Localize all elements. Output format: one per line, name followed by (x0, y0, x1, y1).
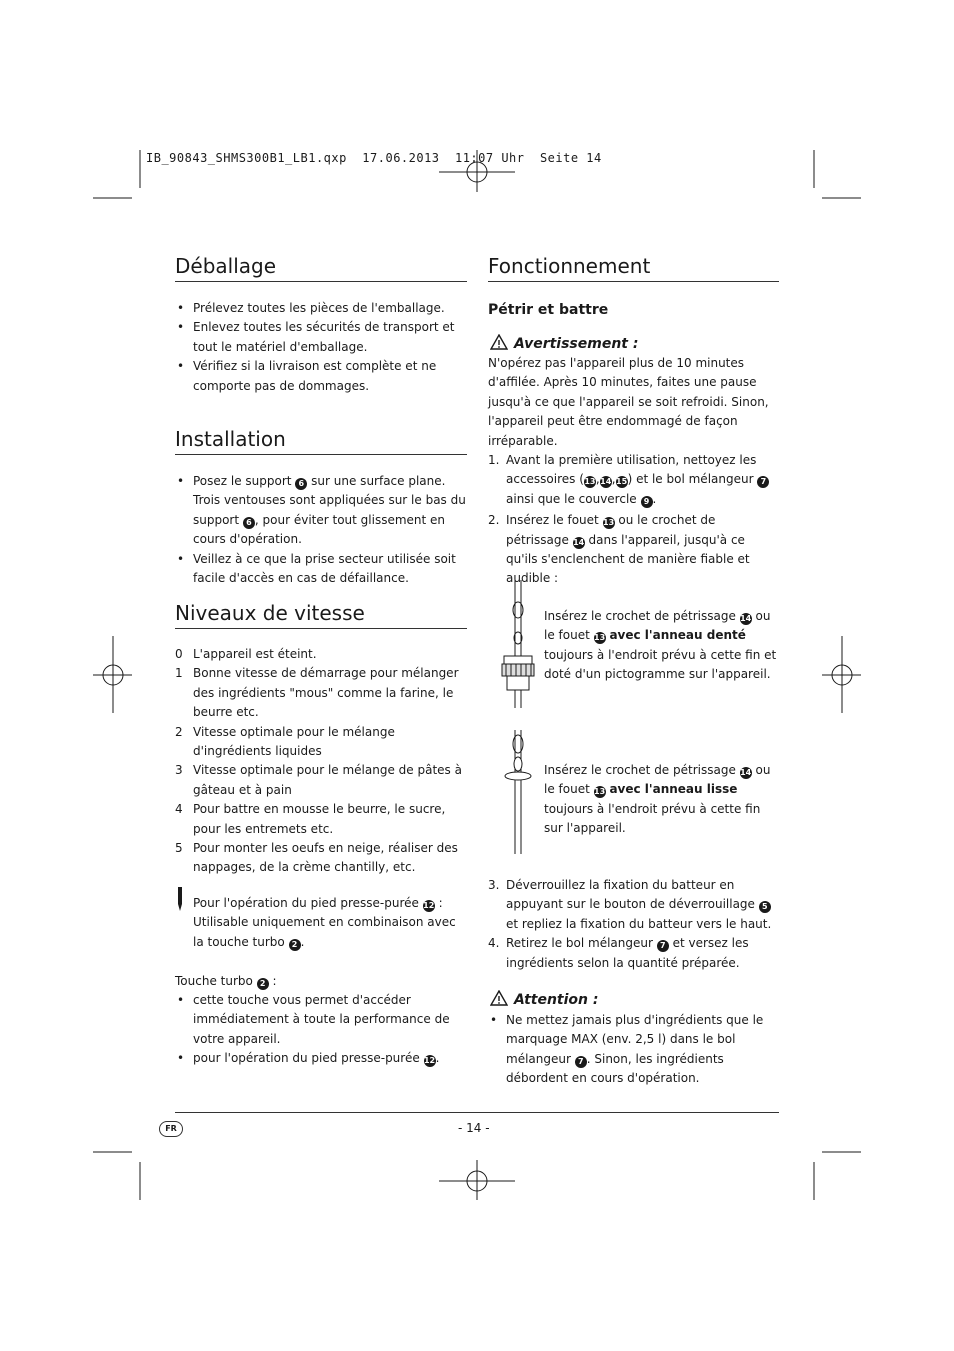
ref-number: 15 (616, 477, 628, 487)
ref-number: 5 (759, 901, 771, 913)
ref-number: 14 (600, 477, 612, 487)
section-title-fonctionnement: Fonctionnement (488, 254, 779, 282)
list-item: • cette touche vous permet d'accéder immédiatement à toute la performance de votre appareil. (175, 991, 467, 1049)
ref-number: 7 (575, 1056, 587, 1068)
ref-number: 13 (603, 518, 615, 528)
attention-heading: Attention : (490, 990, 598, 1008)
ref-number: 14 (740, 768, 752, 777)
warning-triangle-icon (490, 990, 508, 1006)
ref-number: 7 (657, 940, 669, 952)
speed-level: 2 Vitesse optimale pour le mélange d'ingrédients liquides (175, 724, 395, 759)
turbo-note: Pour l'opération du pied presse-purée 12 : Utilisable uniquement en combinaison avec la touche turbo 2 . (193, 896, 456, 949)
speed-level: 3 Vitesse optimale pour le mélange de pâtes à gâteau et à pain (175, 763, 462, 797)
list-item: • Prélevez toutes les pièces de l'emballage. (175, 299, 467, 318)
ref-number: 2 (289, 939, 301, 951)
ref-number: 7 (757, 476, 769, 488)
ref-number: 2 (257, 978, 269, 990)
ref-number: 12 (423, 901, 435, 910)
ref-number: 6 (243, 517, 255, 529)
list-item: • Veillez à ce que la prise secteur utilisée soit facile d'accès en cas de défaillance. (175, 550, 467, 589)
step-item: 4. Retirez le bol mélangeur 7 et versez les ingrédients selon la quantité préparée. (488, 936, 749, 970)
step-item: 3. Déverrouillez la fixation du batteur en appuyant sur le bouton de déverrouillage 5 et repliez la fixation du batteur vers le haut. (488, 878, 772, 931)
section-title-deballage: Déballage (175, 254, 467, 282)
attention-list (488, 1011, 779, 1089)
language-badge: FR (159, 1121, 183, 1137)
step-item: 2. Insérez le fouet 13 ou le crochet de pétrissage 14 dans l'appareil, jusqu'à ce qu'ils s'enclenchent de manière fiable et audible : (488, 513, 750, 586)
warning-triangle-icon (490, 334, 508, 350)
smooth-ring-tool-illustration (502, 730, 534, 854)
deballage-list (175, 299, 467, 396)
speed-level: 1 Bonne vitesse de démarrage pour mélanger des ingrédients "mous" comme la farine, le beurre etc. (175, 666, 459, 720)
ref-number: 9 (641, 496, 653, 508)
warning-text: N'opérez pas l'appareil plus de 10 minutes d'affilée. Après 10 minutes, faites une pause jusqu'à ce que l'appareil se soit refroidi. Sinon, l'appareil peut être endommagé de façon irréparable. (488, 356, 769, 448)
list-item: • pour l'opération du pied presse-purée 12. (175, 1049, 467, 1068)
figure-1-caption: Insérez le crochet de pétrissage 14 ou le fouet 13 avec l'anneau denté toujours à l'endroit prévu à cette fin et doté d'un pictogramme sur l'appareil. (544, 609, 777, 682)
ref-number: 13 (594, 633, 606, 643)
ref-number: 14 (573, 537, 585, 547)
warning-heading: Avertissement : (490, 334, 638, 352)
speed-level: 4 Pour battre en mousse le beurre, le sucre, pour les entremets etc. (175, 802, 446, 836)
subsection-title: Pétrir et battre (488, 302, 609, 318)
ref-number: 14 (740, 614, 752, 623)
list-item: • Enlevez toutes les sécurités de transport et tout le matériel d'emballage. (175, 318, 467, 357)
ref-number: 12 (423, 1056, 436, 1066)
steps-1-2 (488, 451, 779, 589)
page-number: - 14 - (458, 1121, 490, 1135)
ref-number: 13 (594, 787, 606, 797)
list-item: • Ne mettez jamais plus d'ingrédients que le marquage MAX (env. 2,5 l) dans le bol mélangeur 7 . Sinon, les ingrédients débordent en cours d'opération. (488, 1011, 779, 1089)
note-pencil-icon (175, 887, 185, 911)
speed-level: 5 Pour monter les oeufs en neige, réaliser des nappages, de la crème chantilly, etc. (175, 841, 458, 875)
list-item: • Vérifiez si la livraison est complète et ne comporte pas de dommages. (175, 357, 467, 396)
toothed-ring-tool-illustration (498, 580, 538, 708)
figure-2-caption: Insérez le crochet de pétrissage 14 ou le fouet 13 avec l'anneau lisse toujours à l'endroit prévu à cette fin sur l'appareil. (544, 763, 771, 836)
list-item: • Posez le support 6 sur une surface plane. Trois ventouses sont appliquées sur le bas du support 6 , pour éviter tout glissement en cours d'opération. (175, 472, 467, 550)
footer-rule (175, 1112, 779, 1113)
section-title-vitesse: Niveaux de vitesse (175, 601, 467, 629)
turbo-list (175, 991, 467, 1069)
print-header: IB_90843_SHMS300B1_LB1.qxp 17.06.2013 11:07 Uhr Seite 14 (146, 151, 602, 165)
step-item: 1. Avant la première utilisation, nettoyez les accessoires (13,14,15) et le bol mélangeur 7 ainsi que le couvercle 9 . (488, 451, 779, 509)
speed-levels-list (175, 645, 467, 878)
speed-level: 0 L'appareil est éteint. (175, 647, 317, 661)
installation-list (175, 472, 467, 588)
ref-number: 13 (584, 477, 596, 487)
ref-number: 6 (295, 478, 307, 490)
section-title-installation: Installation (175, 427, 467, 455)
turbo-label: Touche turbo 2 : (175, 974, 277, 988)
steps-3-4 (488, 876, 779, 973)
